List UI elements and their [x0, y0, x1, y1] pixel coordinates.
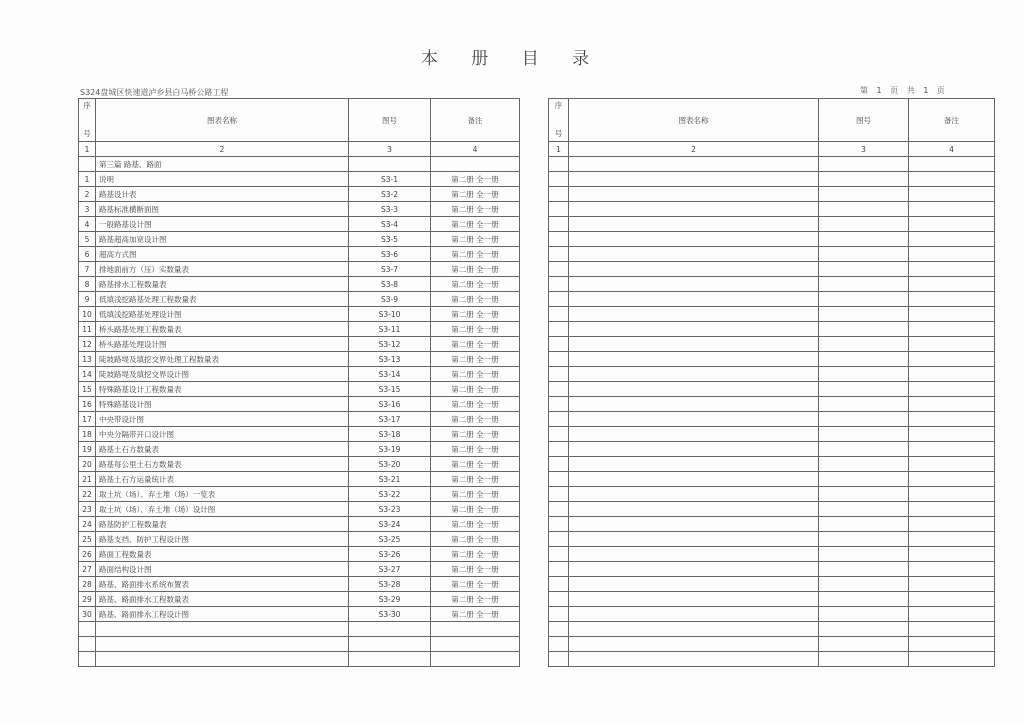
empty-row [549, 307, 995, 322]
row-remark: 第二册 全一册 [431, 547, 520, 562]
row-name: 中央分隔带开口设计图 [96, 427, 349, 442]
table-row [79, 487, 520, 502]
empty-row [549, 622, 995, 637]
row-code: S3-22 [349, 487, 431, 502]
row-remark: 第二册 全一册 [431, 382, 520, 397]
row-name: 路基每公里土石方数量表 [96, 457, 349, 472]
row-number: 5 [79, 232, 96, 247]
row-name: 低填浅挖路基处理工程数量表 [96, 292, 349, 307]
row-code: S3-14 [349, 367, 431, 382]
row-code: S3-7 [349, 262, 431, 277]
table-row [79, 292, 520, 307]
row-code: S3-10 [349, 307, 431, 322]
empty-row [549, 367, 995, 382]
empty-row [549, 217, 995, 232]
page-title: 本 册 目 录 [420, 49, 604, 69]
row-code: S3-11 [349, 322, 431, 337]
row-remark: 第二册 全一册 [431, 172, 520, 187]
numbering-row [79, 142, 520, 157]
row-code: S3-29 [349, 592, 431, 607]
table-row [79, 337, 520, 352]
col-number: 4 [909, 142, 995, 157]
row-number: 2 [79, 187, 96, 202]
row-number: 13 [79, 352, 96, 367]
table-row [79, 442, 520, 457]
empty-row [549, 382, 995, 397]
table-row [79, 562, 520, 577]
row-name: 特殊路基设计工程数量表 [96, 382, 349, 397]
row-code: S3-30 [349, 607, 431, 622]
row-number: 29 [79, 592, 96, 607]
row-remark: 第二册 全一册 [431, 457, 520, 472]
row-number: 25 [79, 532, 96, 547]
row-name: 路基标准横断面图 [96, 202, 349, 217]
table-row [79, 352, 520, 367]
empty-row [549, 607, 995, 622]
table-row [79, 277, 520, 292]
row-number: 20 [79, 457, 96, 472]
row-code: S3-23 [349, 502, 431, 517]
page-info: 第 1 页 共 1 页 [860, 86, 945, 95]
row-code: S3-3 [349, 202, 431, 217]
empty-row [549, 202, 995, 217]
row-remark: 第二册 全一册 [431, 487, 520, 502]
row-name: 超高方式图 [96, 247, 349, 262]
row-remark: 第二册 全一册 [431, 442, 520, 457]
row-code: S3-5 [349, 232, 431, 247]
header-row [79, 99, 520, 142]
row-name: 中央带设计图 [96, 412, 349, 427]
seq-header: 序 号 [549, 99, 569, 142]
empty-row [549, 352, 995, 367]
empty-row [549, 502, 995, 517]
empty-row [549, 457, 995, 472]
row-code: S3-19 [349, 442, 431, 457]
row-name: 路基、路面排水工程设计图 [96, 607, 349, 622]
row-number: 15 [79, 382, 96, 397]
table-row [79, 232, 520, 247]
row-name: 路基、路面排水工程数量表 [96, 592, 349, 607]
code-header: 图号 [349, 99, 431, 142]
row-number: 18 [79, 427, 96, 442]
row-number: 17 [79, 412, 96, 427]
row-code: S3-4 [349, 217, 431, 232]
col-number: 1 [549, 142, 569, 157]
remark-header: 备注 [431, 99, 520, 142]
row-remark: 第二册 全一册 [431, 592, 520, 607]
row-remark: 第二册 全一册 [431, 352, 520, 367]
section-row [79, 157, 520, 172]
row-code: S3-9 [349, 292, 431, 307]
row-name: 陡坡路堤及填挖交界设计图 [96, 367, 349, 382]
table-row [79, 502, 520, 517]
table-row [79, 592, 520, 607]
row-code: S3-1 [349, 172, 431, 187]
seq-header: 序 号 [79, 99, 96, 142]
empty-row [549, 412, 995, 427]
col-number: 3 [349, 142, 431, 157]
project-name: S324盘城区快速道泸乡县白马桥公路工程 [80, 88, 229, 97]
row-name: 路基支挡、防护工程设计图 [96, 532, 349, 547]
table-row [79, 547, 520, 562]
table-row [79, 307, 520, 322]
row-remark: 第二册 全一册 [431, 367, 520, 382]
row-number: 27 [79, 562, 96, 577]
empty-row [549, 187, 995, 202]
col-number: 2 [569, 142, 819, 157]
row-remark: 第二册 全一册 [431, 562, 520, 577]
row-code: S3-16 [349, 397, 431, 412]
row-code: S3-17 [349, 412, 431, 427]
row-code: S3-18 [349, 427, 431, 442]
row-name: 一般路基设计图 [96, 217, 349, 232]
row-number: 24 [79, 517, 96, 532]
row-remark: 第二册 全一册 [431, 187, 520, 202]
empty-row [549, 472, 995, 487]
row-remark: 第二册 全一册 [431, 502, 520, 517]
empty-row [549, 292, 995, 307]
row-remark: 第二册 全一册 [431, 247, 520, 262]
row-number: 26 [79, 547, 96, 562]
empty-row [549, 397, 995, 412]
row-code: S3-27 [349, 562, 431, 577]
row-number: 16 [79, 397, 96, 412]
col-number: 4 [431, 142, 520, 157]
row-number: 22 [79, 487, 96, 502]
empty-row [549, 562, 995, 577]
table-row [79, 262, 520, 277]
row-name: 路基防护工程数量表 [96, 517, 349, 532]
row-code: S3-13 [349, 352, 431, 367]
row-code: S3-8 [349, 277, 431, 292]
row-code: S3-20 [349, 457, 431, 472]
empty-row [549, 337, 995, 352]
row-remark: 第二册 全一册 [431, 427, 520, 442]
row-name: 路基、路面排水系统布置表 [96, 577, 349, 592]
row-code: S3-2 [349, 187, 431, 202]
row-code: S3-12 [349, 337, 431, 352]
row-name: 桥头路基处理设计图 [96, 337, 349, 352]
row-number: 8 [79, 277, 96, 292]
row-number: 10 [79, 307, 96, 322]
row-remark: 第二册 全一册 [431, 322, 520, 337]
empty-row [549, 172, 995, 187]
row-remark: 第二册 全一册 [431, 517, 520, 532]
table-row [79, 322, 520, 337]
row-number: 30 [79, 607, 96, 622]
table-row [79, 397, 520, 412]
row-name: 陡坡路堤及填挖交界处理工程数量表 [96, 352, 349, 367]
empty-row [79, 652, 520, 667]
row-code: S3-24 [349, 517, 431, 532]
row-number: 4 [79, 217, 96, 232]
row-remark: 第二册 全一册 [431, 307, 520, 322]
numbering-row [549, 142, 995, 157]
col-number: 3 [819, 142, 909, 157]
code-header: 图号 [819, 99, 909, 142]
empty-row [549, 517, 995, 532]
row-name: 取土坑（场）、弃土堆（场）一览表 [96, 487, 349, 502]
row-remark: 第二册 全一册 [431, 607, 520, 622]
table-row [79, 577, 520, 592]
row-remark: 第二册 全一册 [431, 232, 520, 247]
empty-row [549, 427, 995, 442]
row-code: S3-26 [349, 547, 431, 562]
row-code: S3-15 [349, 382, 431, 397]
row-name: 取土坑（场）、弃土堆（场）设计图 [96, 502, 349, 517]
table-row [79, 517, 520, 532]
row-remark: 第二册 全一册 [431, 397, 520, 412]
catalog-table-left [78, 98, 520, 667]
row-name: 说明 [96, 172, 349, 187]
empty-row [549, 232, 995, 247]
row-name: 路基土石方运量统计表 [96, 472, 349, 487]
row-name: 路基设计表 [96, 187, 349, 202]
row-remark: 第二册 全一册 [431, 337, 520, 352]
empty-row [549, 637, 995, 652]
row-code: S3-21 [349, 472, 431, 487]
row-name: 路面结构设计图 [96, 562, 349, 577]
table-row [79, 412, 520, 427]
row-number: 1 [79, 172, 96, 187]
row-name: 桥头路基处理工程数量表 [96, 322, 349, 337]
col-number: 2 [96, 142, 349, 157]
empty-row [549, 577, 995, 592]
empty-row [549, 442, 995, 457]
row-number: 12 [79, 337, 96, 352]
row-remark: 第二册 全一册 [431, 472, 520, 487]
table-row [79, 532, 520, 547]
table-row [79, 202, 520, 217]
section-title: 第三篇 路基、路面 [96, 157, 349, 172]
empty-row [549, 277, 995, 292]
table-row [79, 427, 520, 442]
empty-row [79, 637, 520, 652]
row-number: 7 [79, 262, 96, 277]
empty-row [549, 247, 995, 262]
row-number: 21 [79, 472, 96, 487]
row-name: 特殊路基设计图 [96, 397, 349, 412]
empty-row [549, 592, 995, 607]
header-row [549, 99, 995, 142]
empty-row [549, 487, 995, 502]
table-row [79, 367, 520, 382]
table-row [79, 172, 520, 187]
catalog-table-right [548, 98, 995, 667]
table-row [79, 217, 520, 232]
remark-header: 备注 [909, 99, 995, 142]
row-name: 低填浅挖路基处理设计图 [96, 307, 349, 322]
col-number: 1 [79, 142, 96, 157]
row-code: S3-6 [349, 247, 431, 262]
empty-row [549, 262, 995, 277]
row-remark: 第二册 全一册 [431, 277, 520, 292]
row-remark: 第二册 全一册 [431, 412, 520, 427]
name-header: 图表名称 [96, 99, 349, 142]
row-name: 路基排水工程数量表 [96, 277, 349, 292]
row-remark: 第二册 全一册 [431, 292, 520, 307]
table-row [79, 382, 520, 397]
row-code: S3-28 [349, 577, 431, 592]
empty-row [79, 622, 520, 637]
table-row [79, 187, 520, 202]
row-number: 23 [79, 502, 96, 517]
name-header: 图表名称 [569, 99, 819, 142]
empty-row [549, 532, 995, 547]
row-remark: 第二册 全一册 [431, 202, 520, 217]
row-number: 9 [79, 292, 96, 307]
row-name: 排地面前方（压）实数量表 [96, 262, 349, 277]
empty-row [549, 547, 995, 562]
row-number: 28 [79, 577, 96, 592]
row-remark: 第二册 全一册 [431, 262, 520, 277]
row-code: S3-25 [349, 532, 431, 547]
row-remark: 第二册 全一册 [431, 217, 520, 232]
row-number: 6 [79, 247, 96, 262]
row-number: 14 [79, 367, 96, 382]
row-name: 路基超高加宽设计图 [96, 232, 349, 247]
empty-row [549, 322, 995, 337]
row-number: 11 [79, 322, 96, 337]
empty-row [549, 652, 995, 667]
table-row [79, 457, 520, 472]
row-number: 19 [79, 442, 96, 457]
row-name: 路面工程数量表 [96, 547, 349, 562]
row-remark: 第二册 全一册 [431, 532, 520, 547]
table-row [79, 472, 520, 487]
table-row [79, 247, 520, 262]
row-remark: 第二册 全一册 [431, 577, 520, 592]
empty-row [549, 157, 995, 172]
row-name: 路基土石方数量表 [96, 442, 349, 457]
table-row [79, 607, 520, 622]
row-number: 3 [79, 202, 96, 217]
